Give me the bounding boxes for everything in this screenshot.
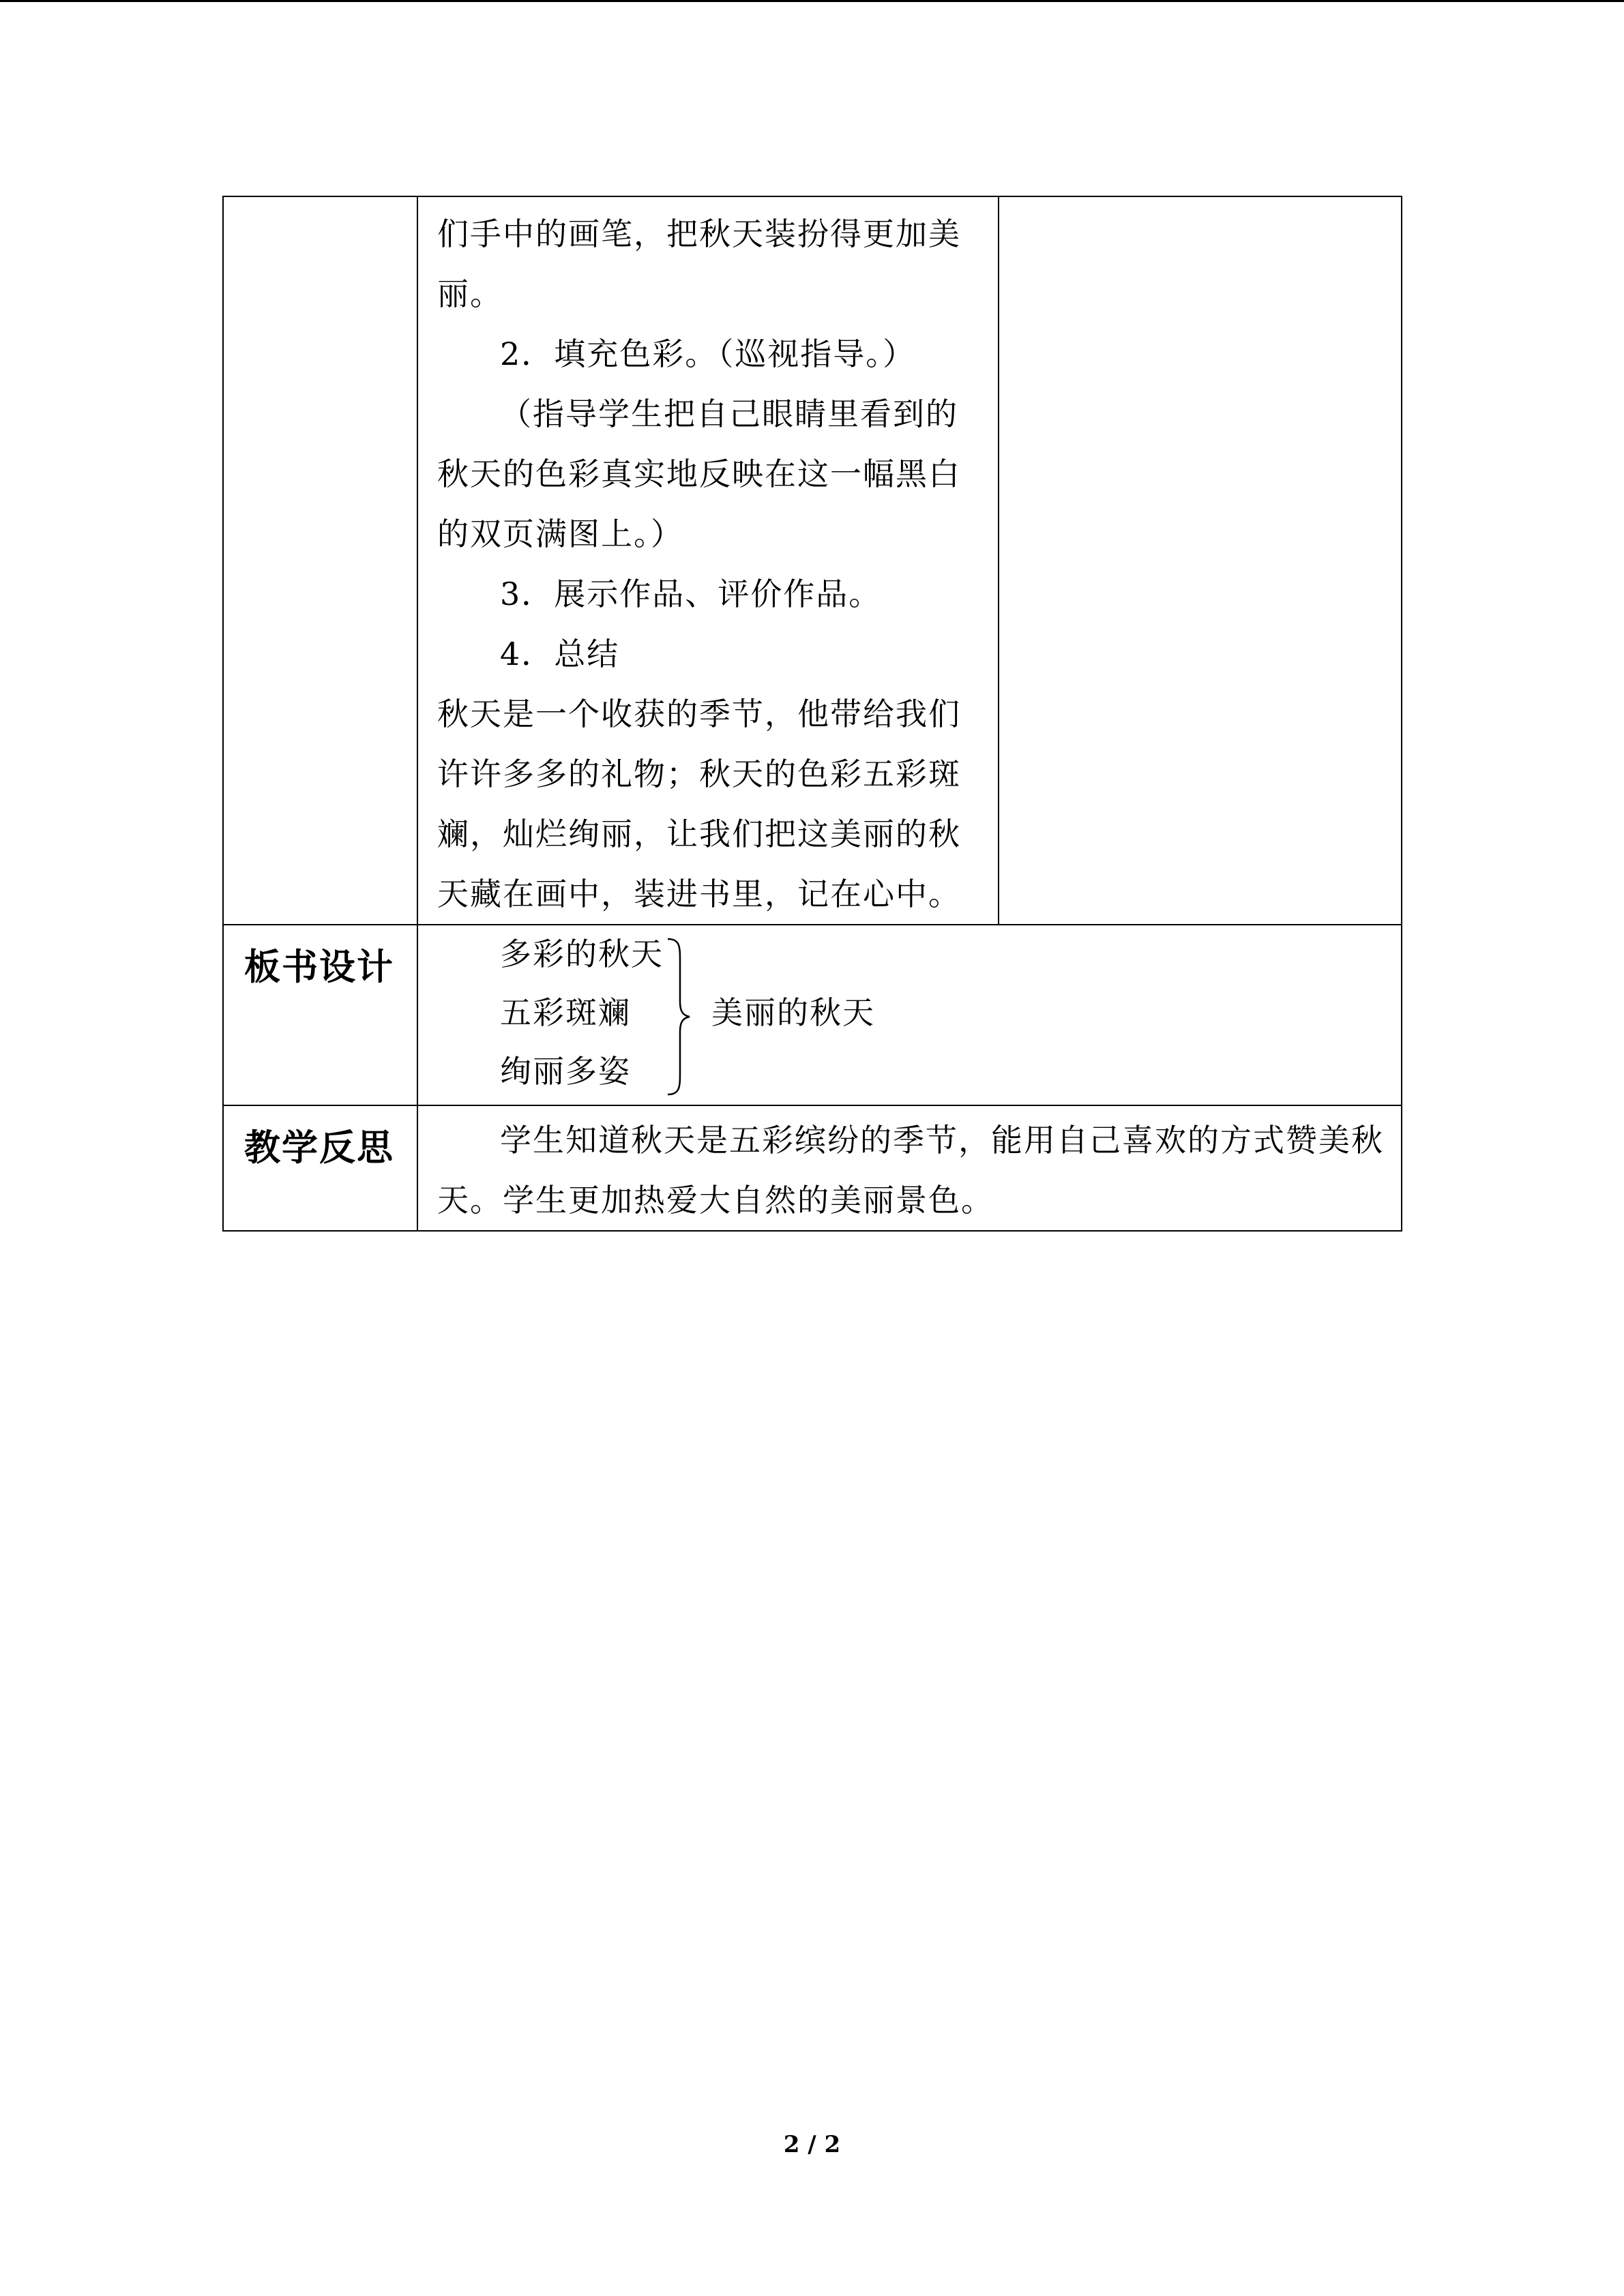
board-result: 美丽的秋天 [711,994,875,1031]
page-number: 2 / 2 [783,2131,841,2158]
teaching-process-row [223,196,1402,925]
process-line: 丽。 [437,275,503,312]
process-line: 秋天的色彩真实地反映在这一幅黑白 [437,456,961,492]
process-line: （指导学生把自己眼睛里看到的 [500,396,958,432]
reflection-line: 学生知道秋天是五彩缤纷的季节，能用自己喜欢的方式赞美秋 [500,1122,1384,1159]
board-design-row [223,925,1402,1105]
board-item: 五彩斑斓 [500,994,631,1031]
reflection-line: 天。学生更加热爱大自然的美丽景色。 [437,1182,994,1219]
lesson-plan-table [222,196,1402,1232]
process-line: 斓，灿烂绚丽，让我们把这美丽的秋 [437,816,961,852]
process-line: 秋天是一个收获的季节，他带给我们 [437,696,961,732]
board-design-content-cell [417,925,1402,1105]
reflection-row [223,1105,1402,1231]
process-line: 的双页满图上。） [437,516,683,552]
process-line: 天藏在画中，装进书里，记在心中。 [437,876,961,912]
right-brace-icon [665,938,692,1096]
reflection-text [418,1106,1401,1230]
board-design-label: 板书设计 [244,946,394,988]
process-text [418,197,998,924]
process-notes-cell [999,196,1402,925]
board-design-diagram [418,925,1401,1105]
board-item: 绚丽多姿 [500,1053,631,1090]
page-top-border [0,0,1624,2]
reflection-label-cell [223,1105,417,1231]
process-line: 4．总结 [500,636,620,672]
reflection-content-cell [417,1105,1402,1231]
process-line: 3．展示作品、评价作品。 [500,576,882,612]
process-line: 们手中的画笔，把秋天装扮得更加美 [437,215,961,252]
process-line: 2．填充色彩。（巡视指导。） [500,336,916,372]
process-label-cell [223,196,417,925]
process-line: 许许多多的礼物；秋天的色彩五彩斑 [437,756,961,792]
reflection-label: 教学反思 [244,1127,394,1169]
board-item: 多彩的秋天 [500,936,664,972]
process-content-cell [417,196,999,925]
board-design-label-cell [223,925,417,1105]
